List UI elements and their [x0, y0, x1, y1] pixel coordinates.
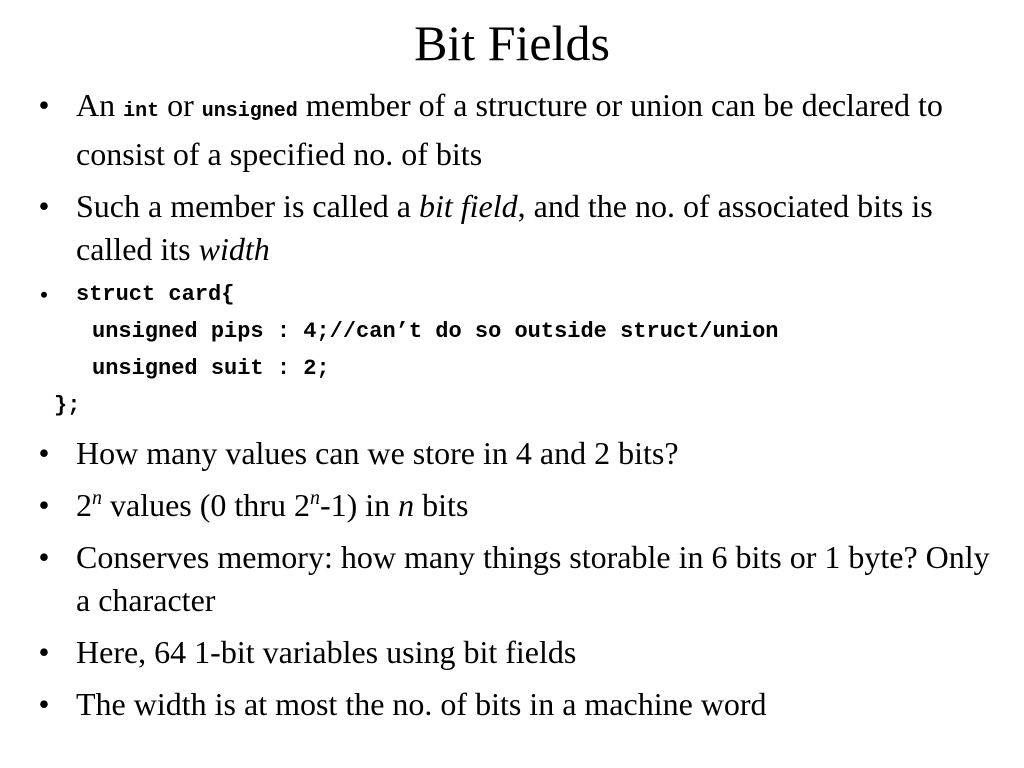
- bullet-marker: •: [38, 686, 50, 722]
- bullet-marker: •: [38, 87, 50, 123]
- bullet-conserves-memory: [30, 536, 990, 622]
- math-exponent: n: [309, 487, 320, 509]
- bullet-text: Here, 64 1-bit variables using bit fields: [76, 634, 577, 670]
- bullet-marker: •: [40, 282, 48, 307]
- term-width: width: [198, 231, 270, 267]
- bullet-marker: •: [38, 435, 50, 471]
- bullet-64-variables: [30, 631, 990, 674]
- bullet-int-unsigned: [30, 84, 990, 176]
- code-text: unsigned suit : 2;: [92, 356, 330, 381]
- math-variable: n: [398, 487, 415, 523]
- bullet-marker: •: [38, 539, 50, 575]
- term-bit-field: bit field: [418, 188, 518, 224]
- bullet-text: or: [159, 87, 202, 123]
- slide-title: Bit Fields: [414, 15, 610, 71]
- bullet-marker: •: [38, 188, 50, 224]
- bullet-question-values: [30, 432, 990, 475]
- bullet-text: , and the no. of associated bits is called its: [76, 188, 933, 267]
- bullet-bit-field-definition: [30, 185, 990, 271]
- code-line-suit: [30, 350, 990, 387]
- code-line-pips: [30, 313, 990, 350]
- math-exponent: n: [92, 487, 102, 509]
- bullet-2n-values: [30, 484, 990, 527]
- bullet-text: An: [76, 87, 124, 123]
- code-line-struct: [30, 276, 990, 313]
- code-keyword-int: int: [123, 100, 160, 123]
- bullet-width-limit: [30, 683, 990, 726]
- math-base: 2: [76, 487, 92, 523]
- code-text: unsigned pips : 4;//can’t do so outside struct/union: [92, 319, 779, 344]
- bullet-marker: •: [38, 487, 50, 523]
- bullet-text: How many values can we store in 4 and 2 bits?: [76, 435, 679, 471]
- code-text: };: [54, 393, 81, 418]
- code-text: struct card{: [76, 282, 235, 307]
- code-keyword-unsigned: unsigned: [201, 100, 298, 123]
- bullet-text: -1) in: [319, 487, 399, 523]
- bullet-text: bits: [414, 487, 469, 523]
- bullet-marker: •: [38, 634, 50, 670]
- bullet-list: [30, 84, 990, 735]
- bullet-text: Such a member is called a: [76, 188, 419, 224]
- bullet-text: Conserves memory: how many things storable in 6 bits or 1 byte? Only a character: [76, 539, 990, 618]
- bullet-text: values (0 thru 2: [102, 487, 310, 523]
- code-line-close: [30, 387, 990, 424]
- code-example: [30, 276, 990, 424]
- bullet-text: The width is at most the no. of bits in a machine word: [76, 686, 767, 722]
- bullet-text: member of a structure or union can be declared to consist of a specified no. of bits: [76, 87, 943, 172]
